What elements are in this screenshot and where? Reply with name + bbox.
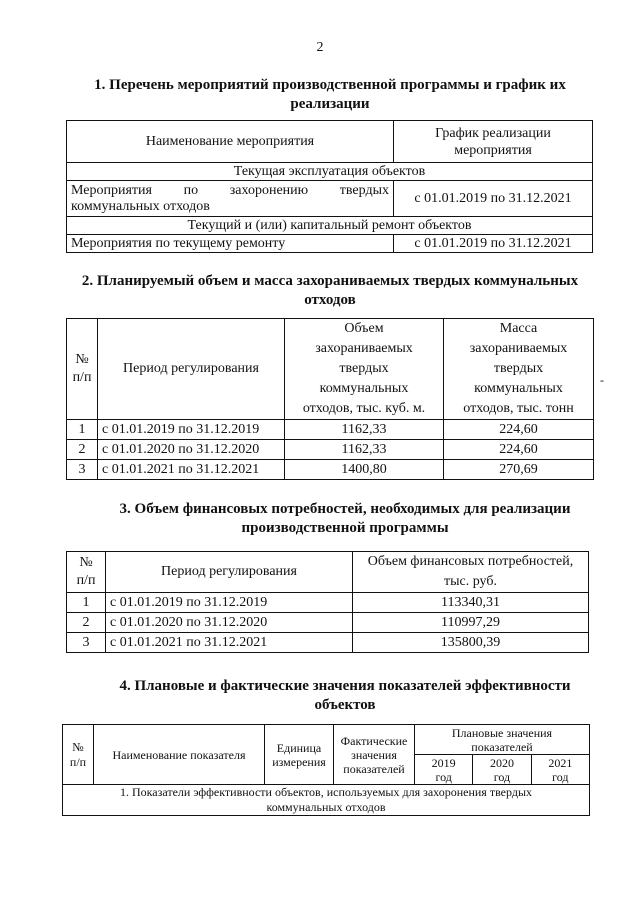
- row-mass: 224,60: [444, 420, 594, 440]
- col-mass-line: коммунальных: [474, 381, 563, 396]
- col-actual-line: Фактические: [340, 733, 408, 748]
- col-volume-line: Объем: [344, 321, 384, 336]
- col-year: [415, 755, 473, 785]
- group-row: [67, 217, 593, 235]
- section2-title-line1: 2. Планируемый объем и масса захораниваемых твердых коммунальных: [81, 273, 579, 289]
- table-row: [67, 440, 594, 460]
- col-num-line2: п/п: [69, 754, 87, 769]
- row-period: с 01.01.2021 по 31.12.2021: [98, 460, 285, 480]
- section4-title: [90, 677, 600, 715]
- section4-title-line1: 4. Плановые и фактические значения показателей эффективности: [119, 678, 571, 694]
- year-value: 2020: [489, 755, 514, 770]
- col-schedule-line2: мероприятия: [454, 142, 532, 158]
- col-finance: [353, 552, 589, 593]
- row-num: 1: [67, 420, 98, 440]
- col-year: [473, 755, 531, 785]
- col-schedule: [394, 121, 593, 163]
- section4-title-line2: объектов: [314, 697, 376, 713]
- col-activity-name: Наименование мероприятия: [67, 121, 394, 163]
- col-unit-line2: измерения: [272, 754, 326, 769]
- col-num-line2: п/п: [72, 370, 92, 385]
- activity-repair: Мероприятия по текущему ремонту: [67, 235, 394, 253]
- table-row: [67, 593, 589, 613]
- col-actual: [334, 725, 415, 785]
- col-actual-line: значения: [351, 747, 397, 762]
- row-num: 1: [67, 593, 106, 613]
- row-num: 3: [67, 633, 106, 653]
- col-planned: [415, 725, 590, 755]
- col-mass: [444, 319, 594, 420]
- col-planned-line1: Плановые значения: [451, 725, 553, 740]
- col-unit-line1: Единица: [276, 740, 322, 755]
- activities-table: [66, 120, 593, 253]
- col-mass-line: захораниваемых: [469, 341, 568, 356]
- finance-table: [66, 551, 589, 653]
- year-label: год: [552, 769, 569, 784]
- row-mass: 224,60: [444, 440, 594, 460]
- group-row: [67, 163, 593, 181]
- col-num: [67, 319, 98, 420]
- table-header-row: [63, 725, 590, 755]
- table-row: [67, 181, 593, 217]
- row-volume: 1162,33: [285, 420, 444, 440]
- group-repair: Текущий и (или) капитальный ремонт объектов: [67, 217, 593, 235]
- row-mass: 270,69: [444, 460, 594, 480]
- row-period: с 01.01.2021 по 31.12.2021: [106, 633, 353, 653]
- col-volume-line: твердых: [339, 361, 389, 376]
- col-volume: [285, 319, 444, 420]
- group-row: [63, 785, 590, 816]
- table-header-row: [67, 552, 589, 593]
- section3-title-line1: 3. Объем финансовых потребностей, необходимых для реализации: [119, 501, 571, 517]
- row-period: с 01.01.2019 по 31.12.2019: [98, 420, 285, 440]
- col-num: [63, 725, 94, 785]
- section2-title-line2: отходов: [304, 292, 356, 308]
- col-num-line1: №: [72, 739, 84, 754]
- row-amount: 110997,29: [353, 613, 589, 633]
- activity-burial-line2: коммунальных отходов: [71, 198, 210, 214]
- table-row: [67, 613, 589, 633]
- row-volume: 1162,33: [285, 440, 444, 460]
- col-year: [531, 755, 589, 785]
- section3-title-line2: производственной программы: [241, 520, 449, 536]
- table-row: [67, 235, 593, 253]
- col-period: Период регулирования: [106, 552, 353, 593]
- col-actual-line: показателей: [343, 761, 405, 776]
- group-current-operation: Текущая эксплуатация объектов: [67, 163, 593, 181]
- page-number: 2: [316, 40, 324, 55]
- col-schedule-line1: График реализации: [435, 125, 551, 141]
- table-row: [67, 633, 589, 653]
- row-num: 2: [67, 440, 98, 460]
- row-num: 2: [67, 613, 106, 633]
- col-period: Период регулирования: [98, 319, 285, 420]
- section1-title-line1: 1. Перечень мероприятий производственной программы и график их: [94, 77, 566, 93]
- table-header-row: [67, 319, 594, 420]
- row-amount: 135800,39: [353, 633, 589, 653]
- section1-title: [60, 76, 600, 114]
- col-finance-line2: тыс. руб.: [444, 574, 497, 589]
- row-period: с 01.01.2020 по 31.12.2020: [106, 613, 353, 633]
- activity-burial-line1: Мероприятия по захоронению твердых: [71, 182, 389, 198]
- year-value: 2021: [548, 755, 573, 770]
- col-volume-line: коммунальных: [319, 381, 409, 396]
- col-num: [67, 552, 106, 593]
- table-row: [67, 460, 594, 480]
- group-burial-indicators: [63, 785, 590, 816]
- section1-title-line2: реализации: [290, 96, 370, 112]
- activity-burial: [67, 181, 394, 217]
- col-num-line2: п/п: [76, 573, 96, 588]
- col-mass-line: отходов, тыс. тонн: [463, 401, 574, 416]
- activity-burial-schedule: с 01.01.2019 по 31.12.2021: [394, 181, 593, 217]
- activity-repair-schedule: с 01.01.2019 по 31.12.2021: [394, 235, 593, 253]
- year-label: год: [493, 769, 511, 784]
- col-unit: [265, 725, 334, 785]
- row-period: с 01.01.2019 по 31.12.2019: [106, 593, 353, 613]
- table-header-row: [67, 121, 593, 163]
- year-value: 2019: [431, 755, 456, 770]
- indicators-table: [62, 724, 590, 816]
- row-period: с 01.01.2020 по 31.12.2020: [98, 440, 285, 460]
- col-mass-line: твердых: [493, 361, 544, 376]
- group-line1: 1. Показатели эффективности объектов, используемых для захоронения твердых: [119, 785, 533, 799]
- col-indicator: Наименование показателя: [94, 725, 265, 785]
- col-volume-line: захораниваемых: [315, 341, 413, 356]
- year-label: год: [435, 769, 452, 784]
- col-mass-line: Масса: [499, 321, 538, 336]
- table-row: [67, 420, 594, 440]
- col-planned-line2: показателей: [471, 739, 533, 754]
- group-line2: коммунальных отходов: [266, 800, 386, 814]
- section2-title: [60, 272, 600, 310]
- row-volume: 1400,80: [285, 460, 444, 480]
- row-amount: 113340,31: [353, 593, 589, 613]
- col-finance-line1: Объем финансовых потребностей,: [367, 554, 574, 569]
- margin-mark: -: [600, 373, 604, 387]
- row-num: 3: [67, 460, 98, 480]
- waste-volume-table: [66, 318, 594, 480]
- section3-title: [90, 500, 600, 538]
- col-num-line1: №: [75, 352, 89, 367]
- col-volume-line: отходов, тыс. куб. м.: [302, 401, 426, 416]
- col-num-line1: №: [79, 555, 93, 570]
